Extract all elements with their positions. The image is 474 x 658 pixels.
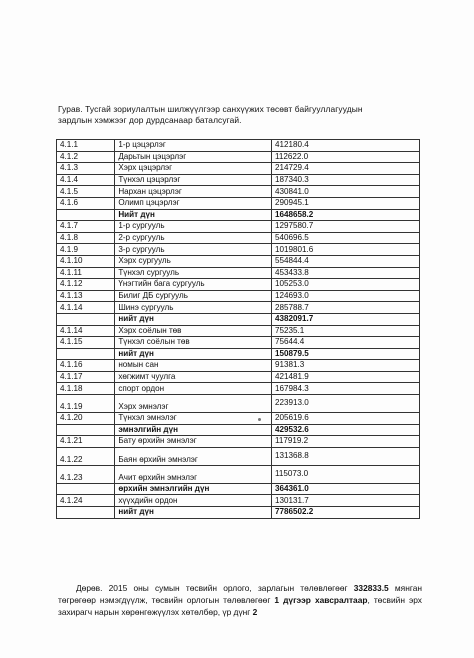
- row-value: 290945.1: [271, 197, 419, 209]
- row-name: нийт дүн: [115, 507, 272, 519]
- table-row: [57, 383, 420, 395]
- row-value: 167984.3: [271, 383, 419, 395]
- table-row: [57, 232, 420, 244]
- row-code: [57, 313, 115, 325]
- row-code: 4.1.16: [57, 360, 115, 372]
- row-value: 150879.5: [271, 348, 419, 360]
- row-code: 4.1.6: [57, 197, 115, 209]
- row-value: 430841.0: [271, 186, 419, 198]
- row-value: 540696.5: [271, 232, 419, 244]
- row-name: Нийт дүн: [115, 209, 272, 221]
- table-total-row: [57, 348, 420, 360]
- row-code: 4.1.14: [57, 325, 115, 337]
- row-value: 1297580.7: [271, 221, 419, 233]
- table-total-row: [57, 209, 420, 221]
- row-value: 130131.7: [271, 495, 419, 507]
- intro-paragraph: [58, 104, 438, 126]
- row-code: [57, 483, 115, 495]
- row-name: Хэрх соёлын төв: [115, 325, 272, 337]
- row-code: 4.1.24: [57, 495, 115, 507]
- footer-paragraph: [58, 582, 422, 619]
- row-code: 4.1.22: [57, 447, 115, 465]
- table-row: [57, 436, 420, 448]
- table-row: [57, 290, 420, 302]
- row-name: Олимп цэцэрлэг: [115, 197, 272, 209]
- table-row: [57, 163, 420, 175]
- row-value: 223913.0: [271, 395, 419, 413]
- table-row: [57, 395, 420, 413]
- row-name: Түнхэл сургууль: [115, 267, 272, 279]
- row-value: 91381.3: [271, 360, 419, 372]
- row-name: хүүхдийн ордон: [115, 495, 272, 507]
- row-code: 4.1.2: [57, 151, 115, 163]
- table-row: [57, 186, 420, 198]
- row-name: Үнэгтийн бага сургууль: [115, 279, 272, 291]
- row-value: 412180.4: [271, 140, 419, 152]
- row-code: 4.1.13: [57, 290, 115, 302]
- row-value: 105253.0: [271, 279, 419, 291]
- row-name: Ачит өрхийн эмнэлэг: [115, 465, 272, 483]
- row-name: эмнэлгийн дүн: [115, 424, 272, 436]
- row-name: Түнхэл эмнэлэг: [115, 413, 272, 425]
- row-value: 205619.6: [271, 413, 419, 425]
- table-total-row: [57, 424, 420, 436]
- row-value: 421481.9: [271, 371, 419, 383]
- row-name: Түнхэл соёлын төв: [115, 337, 272, 349]
- row-code: 4.1.21: [57, 436, 115, 448]
- row-name: Түнхэл цэцэрлэг: [115, 174, 272, 186]
- row-code: 4.1.14: [57, 302, 115, 314]
- row-code: 4.1.23: [57, 465, 115, 483]
- row-name: Хэрх сургууль: [115, 255, 272, 267]
- footer-text-1: Дөрөв. 2015 оны сумын төсвийн орлого, зарлагын төлөвлөгөөг: [76, 583, 354, 593]
- row-code: 4.1.17: [57, 371, 115, 383]
- footer-text-3: , төсвийн эрх захирагч нарын хөрөнгөжүүлэх хөтөлбөр, үр дүнг: [58, 595, 422, 618]
- table-row: [57, 337, 420, 349]
- row-code: 4.1.4: [57, 174, 115, 186]
- table-row: [57, 465, 420, 483]
- row-code: 4.1.5: [57, 186, 115, 198]
- row-code: 4.1.10: [57, 255, 115, 267]
- table-total-row: [57, 507, 420, 519]
- row-code: 4.1.11: [57, 267, 115, 279]
- row-value: 554844.4: [271, 255, 419, 267]
- row-value: 124693.0: [271, 290, 419, 302]
- row-value: 115073.0: [271, 465, 419, 483]
- intro-line-2: зардлын хэмжээг дор дурдсанаар баталсугай.: [58, 115, 242, 125]
- row-value: 4382091.7: [271, 313, 419, 325]
- row-code: [57, 424, 115, 436]
- table-total-row: [57, 483, 420, 495]
- row-code: 4.1.19: [57, 395, 115, 413]
- table-row: [57, 267, 420, 279]
- table-row: [57, 279, 420, 291]
- table-row: [57, 244, 420, 256]
- row-value: 1648658.2: [271, 209, 419, 221]
- row-name: Баян өрхийн эмнэлэг: [115, 447, 272, 465]
- footer-annex: 1 дүгээр хавсралтаар: [274, 595, 368, 606]
- row-name: Дарьтын цэцэрлэг: [115, 151, 272, 163]
- row-code: [57, 209, 115, 221]
- row-code: 4.1.20: [57, 413, 115, 425]
- row-name: хөгжимт чуулга: [115, 371, 272, 383]
- row-value: 75235.1: [271, 325, 419, 337]
- table-row: [57, 151, 420, 163]
- row-name: Бату өрхийн эмнэлэг: [115, 436, 272, 448]
- table-row: [57, 221, 420, 233]
- row-code: 4.1.12: [57, 279, 115, 291]
- footer-amount: 332833.5: [353, 583, 389, 593]
- row-name: Хэрх цэцэрлэг: [115, 163, 272, 175]
- row-name: Нархан цэцэрлэг: [115, 186, 272, 198]
- row-name: 3-р сургууль: [115, 244, 272, 256]
- row-name: нийт дүн: [115, 313, 272, 325]
- row-code: 4.1.8: [57, 232, 115, 244]
- table-row: [57, 447, 420, 465]
- table-row: [57, 140, 420, 152]
- table-row: [57, 255, 420, 267]
- footer-text-2: мянган төгрөгөөр нэмэгдүүлж, төсвийн орлогын төлөвлөгөөг: [58, 583, 422, 606]
- row-code: [57, 507, 115, 519]
- table-row: [57, 360, 420, 372]
- footer-number: 2: [252, 607, 258, 618]
- row-value: 131368.8: [271, 447, 419, 465]
- row-name: спорт ордон: [115, 383, 272, 395]
- table-total-row: [57, 313, 420, 325]
- row-value: 364361.0: [271, 483, 419, 495]
- row-code: 4.1.7: [57, 221, 115, 233]
- row-value: 75644.4: [271, 337, 419, 349]
- row-name: Хэрх эмнэлэг: [115, 395, 272, 413]
- table-row: [57, 174, 420, 186]
- row-code: 4.1.9: [57, 244, 115, 256]
- table-row: [57, 495, 420, 507]
- row-name: 2-р сургууль: [115, 232, 272, 244]
- table-row: [57, 197, 420, 209]
- row-value: 214729.4: [271, 163, 419, 175]
- row-value: 429532.6: [271, 424, 419, 436]
- row-value: 187340.3: [271, 174, 419, 186]
- row-name: номын сан: [115, 360, 272, 372]
- row-value: 117919.2: [271, 436, 419, 448]
- table-row: [57, 302, 420, 314]
- stray-mark: [258, 418, 261, 421]
- row-code: 4.1.18: [57, 383, 115, 395]
- row-name: 1-р цэцэрлэг: [115, 140, 272, 152]
- row-code: 4.1.1: [57, 140, 115, 152]
- row-value: 112622.0: [271, 151, 419, 163]
- row-code: 4.1.3: [57, 163, 115, 175]
- row-name: Билиг ДБ сургууль: [115, 290, 272, 302]
- row-code: [57, 348, 115, 360]
- row-name: Шинэ сургууль: [115, 302, 272, 314]
- row-value: 7786502.2: [271, 507, 419, 519]
- row-name: 1-р сургууль: [115, 221, 272, 233]
- budget-table: [56, 139, 420, 519]
- row-name: нийт дүн: [115, 348, 272, 360]
- table-row: [57, 325, 420, 337]
- row-name: өрхийн эмнэлгийн дүн: [115, 483, 272, 495]
- row-value: 453433.8: [271, 267, 419, 279]
- table-row: [57, 371, 420, 383]
- row-value: 285788.7: [271, 302, 419, 314]
- table-row: [57, 413, 420, 425]
- row-value: 1019801.6: [271, 244, 419, 256]
- row-code: 4.1.15: [57, 337, 115, 349]
- intro-line-1: Гурав. Тусгай зориулалтын шилжүүлгээр санхүүжих төсөвт байгууллагуудын: [58, 104, 363, 114]
